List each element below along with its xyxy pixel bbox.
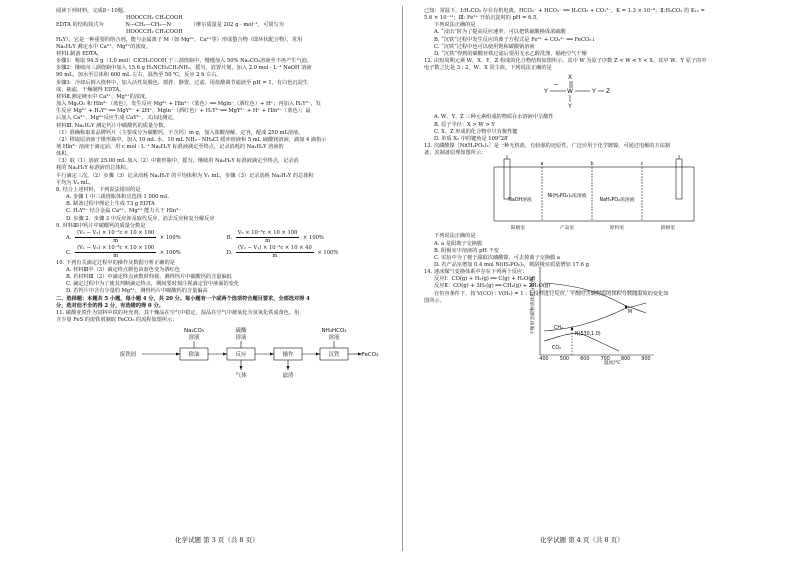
- output-label: FeCO₃: [361, 352, 379, 359]
- option-10d: D. 若钙片中含有少量的 Mg²⁺，测得钙片中碳酸钙的含量偏高: [66, 288, 208, 295]
- question-13: 13. 次磷酸镍［Ni(H₂PO₂)₂］是一种无机盐，有较强的还原性，广泛应用于化学镀镍，可通过电解的方法制: [424, 143, 671, 150]
- question-14-cont2: 图所示。: [424, 297, 445, 304]
- fraction: $\frac{\text{(V₂ − V₁) × 10⁻³c × 10 × 40}}{m}$: [237, 244, 312, 259]
- option-13a: A. a 是阳离子交换膜: [434, 240, 483, 247]
- option-13c: C. 实验中为了便于副取次磷酸镍，可去掉离子交换膜 a: [434, 254, 560, 261]
- paragraph-line: 剂 Hln³⁻ 溶液于滴定前，用 c mol · L⁻¹ Na₂H₂Y 标准液滴定至终点，记录消耗的 Na₂H₂Y 溶液的: [56, 143, 284, 150]
- options-9-row-2: [56, 245, 380, 260]
- paragraph-line: 体积。: [56, 151, 72, 158]
- x-axis-label: 温度/℃: [604, 360, 621, 366]
- x-ticks: [539, 356, 650, 362]
- option-12c: C. X、Z 形成的化合物中只有极性键: [434, 128, 518, 135]
- solution-mid: Ni(H₂PO₂)₂浓溶液: [547, 194, 587, 200]
- atom-y-left: Y: [544, 88, 548, 96]
- paragraph-line: （1）准确称取某品牌钙片（主要成分为碳酸钙，不含钙）m g，加入盐酸溶解，定容，配成 250 mL溶液。: [56, 129, 304, 136]
- solution-right: NaOH溶液: [508, 198, 532, 204]
- curve-1: [544, 283, 646, 313]
- x-tick-label: 700: [600, 356, 610, 362]
- y-axis-label: 平衡时含碳物质体积分数/%: [531, 275, 536, 335]
- label-ch4: CH₄: [554, 325, 563, 331]
- intro-text: 阅读下列材料，完成8～10题。: [56, 8, 129, 14]
- paragraph-line: 步骤1：称取 94.5 g（1.0 mol）ClCH₂COOH 于三颈烧瓶中，慢慢加入 50% Na₂CO₃溶液至不再产生气泡。: [56, 58, 313, 65]
- paragraph-line: 生反应 Mg²⁺ + H₂Y²⁻══ MgY²⁻ + 2H⁺，Mgln⁻（酒红色）+ H₂Y²⁻══ MgY²⁻ + H⁺ + Hln²⁻（蓝色）；最: [56, 108, 311, 115]
- option-9a: A. $\frac{\text{(V₂ − V₁) × 10⁻³c × 10 × 100}}{m}$ × 100%: [66, 229, 181, 244]
- point-m: [625, 306, 627, 308]
- atom-w: W: [567, 88, 573, 96]
- question-11-cont: 含少量 FeS 的废铁屑制取 FeCO₃ 的流程如图所示：: [56, 317, 178, 324]
- options-9-row-1: [56, 230, 380, 245]
- option-9b: B. $\frac{\text{V₂ × 10⁻³c × 10 × 100}}{m}$ × 100%: [226, 229, 324, 244]
- paragraph-line: H₄Y），它是一种重要的络合剂，能与金属离子 M（如 Mg²⁺、Ca²⁺等）形成螯合物（即环状配合物），常用: [56, 36, 303, 43]
- cathode: [676, 159, 682, 199]
- option-10c: C. 滴定过程中为了使其判断滴定终点，期间要时刻注视滴定管中液面的变化: [66, 281, 240, 288]
- paragraph-line: （3）取（1）溶液 25.00 mL 加入（2）中锥形瓶中，摇匀，继续用 Na₂H₂Y 标准液滴定至终点，记录消: [56, 158, 299, 165]
- known-info-cont: 5.6 × 10⁻¹¹；Ⅲ: Fe²⁺ 开始沉淀时的 pH = 6.5。: [424, 15, 542, 22]
- paragraph-line: （2）移取原溶液于锥形瓶中，加入 10 mL 水、10 mL NH₃ - NH₄Cl 缓冲溶液和 5 mL 硫酸镁溶液，滴加 4 滴指示: [56, 136, 327, 143]
- reagent-label-4: NH₄HCO₃: [321, 328, 347, 335]
- reagent-label-1b: 溶液: [188, 335, 200, 342]
- reaction-2: 反应Ⅱ：CO(g) + 3H₂(g) ══ CH₄(g) + 2H₂O(g): [434, 283, 551, 290]
- charge-sign: −: [553, 81, 559, 89]
- question-14: 14. 速冰煤气变换体系中存在下列两个反应：: [424, 269, 528, 276]
- paragraph-line: 平行滴定三次，（2）步骤（3）记录消耗 Na₂H₂Y 的平均体积为 V₁ mL，步骤（3）记录消耗 Na₂H₂Y 的总体积: [56, 172, 314, 179]
- input-label: 废铁屑: [119, 352, 137, 359]
- question-prompt: 下列说法正确的是: [434, 233, 476, 240]
- atom-y-right: Y: [592, 88, 596, 96]
- paragraph-line: 90 mL，加水至总体积 600 mL 左右，温热至 50 ℃，反应 2 h 左右。: [56, 72, 222, 79]
- label-co2: CO₂: [552, 345, 562, 351]
- step-label-1: 除油: [188, 352, 200, 359]
- reagent-label-2b: 溶液: [235, 335, 247, 342]
- paragraph-line: 平均为 V₂ mL。: [56, 179, 95, 186]
- x-tick-label: 600: [580, 356, 590, 362]
- chamber-raw: 原料室: [609, 226, 625, 232]
- step-label-4: 沉铁: [328, 352, 340, 359]
- atom-y-bottom: Y: [568, 103, 572, 111]
- step-label-3: 操作: [282, 352, 294, 359]
- atom-x: X: [567, 74, 573, 82]
- edta-structure-top: HOOCCH₂ CH₂COOH: [126, 15, 183, 22]
- reagent-label-2: 硫酸: [235, 328, 247, 335]
- option-8d: D. 步骤 2、步骤 3 中反应涉及取代反应，消去反应和复分解反应: [66, 215, 215, 222]
- option-10b: B. 若材料Ⅲ（2）中滴定终点读数时仰视，测得钙片中碳酸钙的含量偏低: [66, 274, 232, 281]
- option-12b: B. 原子半径：X > W > Y: [434, 121, 495, 128]
- question-12: 12. 由短周期元素 W、X、Y、Z 构成的化合物结构如图所示，其中 W 为原子序数 Z < W < Y < X，其中 W、Y 原子的中: [424, 58, 707, 65]
- page-divider: [402, 6, 403, 551]
- section-2-heading: 二、选择题：本题共 5 小题，每小题 4 分，共 20 分。每小题有一个或两个选项符合题目要求，全部选对得 4: [56, 295, 310, 302]
- paragraph-line: 步骤2：继续向三颈烧瓶中加入 15.6 g H₂NCH₂CH₂NH₂，摇匀，放置片刻，加入 2.0 mol · L⁻¹ NaOH 溶液: [56, 65, 312, 72]
- step-label-2: 反应: [235, 352, 247, 359]
- anode: [504, 159, 510, 199]
- reagent-label-4b: 溶液: [328, 335, 340, 342]
- reagent-label-1: Na₂CO₃: [183, 328, 205, 335]
- fraction: $\frac{\text{(V₂ − V₁) × 10⁻³c × 10 × 100}}{m}$: [77, 229, 155, 244]
- label-m: M: [628, 309, 633, 315]
- option-8a: A. 步骤 1 中三颈烧瓶体积宜选择 1 000 mL: [66, 194, 169, 201]
- material-2-heading: 材料Ⅱ.测定硬水中 Ca²⁺、Mg²⁺的浓度。: [56, 93, 151, 100]
- option-13d: D. 若产品室增加 0.4 mol Ni(H₂PO₂)₂，则阴极室质量增加 17.6 g: [434, 261, 589, 268]
- question-14-cont: 在恒容条件下，按 V(CO) : V(H₂) = 1 : 1 投料进行反应，平衡时含碳物质的体积分数随温度的变化如: [434, 290, 669, 297]
- option-12a: A. W、Y、Z 三种元素组成的物质在水溶液中呈酸性: [434, 114, 554, 121]
- process-flowchart: [76, 326, 379, 384]
- paragraph-line: Na₂H₂Y 测定水中 Ca²⁺、Mg²⁺的浓度。: [56, 43, 152, 50]
- section-2-heading-cont: 分，选对但不全的得 2 分，有选错的得 0 分。: [56, 302, 164, 309]
- chamber-cathode: 阴极室: [660, 226, 676, 232]
- question-9: 9. 材料Ⅲ中钙片中碳酸钙的质量分数是: [56, 222, 146, 229]
- cell-tank: [494, 167, 694, 221]
- material-1-heading: 材料Ⅰ.制备 EDTA。: [56, 50, 103, 57]
- material-3-heading: 材料Ⅲ. Na₂H₂Y 测定钙片中碳酸钙的质量分数。: [56, 122, 169, 129]
- x-tick-label: 900: [641, 356, 651, 362]
- left-page: [56, 8, 380, 384]
- electrolysis-cell-diagram: [424, 157, 754, 233]
- option-12d: D. 单质 X₂ 中的键角是 109°28′: [434, 135, 509, 142]
- option-11b: B. “沉铁”过程中发生反应的离子方程式是 Fe²⁺ + CO₃²⁻ ══ FeCO₃↓: [434, 36, 596, 43]
- chamber-anode: 阳极室: [510, 226, 526, 232]
- membrane-a-label: a: [540, 162, 544, 168]
- molecule-structure: [424, 72, 754, 114]
- x-tick-label: 500: [559, 356, 569, 362]
- question-13-cont: 备，其制备原理如图所示：: [424, 150, 487, 157]
- question-8: 8. 结合上述材料，下列说法错误的是: [56, 186, 141, 193]
- question-prompt: 下列说法正确的是: [434, 22, 476, 29]
- membrane-b-label: b: [590, 162, 594, 168]
- option-9d: D. $\frac{\text{(V₂ − V₁) × 10⁻³c × 10 × 40}}{m}$ × 100%: [226, 244, 339, 259]
- question-11: 11. 碳酸亚铁作为饲料中铁的补充剂，其干燥品在空气中稳定，湿品在空气中被氧化为氢氧化铁成黄色。用: [56, 309, 300, 316]
- solution-left: NaH₂PO₂浓溶液: [599, 198, 635, 204]
- option-11d: D. “沉铁”得到的碳酸亚铁过滤后要用无水乙醇洗涤，隔绝空气干燥: [434, 50, 587, 57]
- paragraph-line: 步骤3：冷却后倒入烧杯中，加入活性炭脱色，搅拌、静置、过滤，用盐酸调节滤液至 pH = 1，有白色沉淀生: [56, 79, 308, 86]
- edta-structure-middle: EDTA 的结构简式为 N—CH₂—CH₂—N （摩尔质量是 202 g · mol⁻¹，可简写为: [56, 22, 284, 29]
- fraction: $\frac{\text{V₂ × 10⁻³c × 10 × 100}}{m}$: [237, 229, 298, 244]
- paragraph-line: 加入 Mg₂O₂ 和 Hln³⁻（蓝色），发生反应 Mg²⁺ + Hln³⁻（蓝色）══ Mgln⁻（酒红色）+ H⁺；再加入 H₂Y²⁻，发: [56, 101, 321, 108]
- residue-label: 滤渣: [282, 373, 294, 380]
- option-10a: A. 材料Ⅲ中（3）滴定终点颜色由蓝色变为酒红色: [66, 267, 180, 273]
- question-10: 10. 下列有关滴定过程中的操作及数据分析正确的是: [56, 259, 175, 266]
- reaction-1: 反应Ⅰ：CO(g) + H₂(g) ══ C(g) + H₂O(g): [434, 276, 536, 283]
- atom-z: Z: [605, 88, 611, 96]
- fraction: $\frac{\text{(V₁ − V₂) × 10⁻³c × 10 × 100}}{m}$: [77, 244, 155, 259]
- point-n: [571, 328, 573, 330]
- known-info: 已知：常温下，Ⅰ:H₂CO₃ 存在有机电离，HCO₃⁻ + HCO₃⁻ ══ H₂CO₃ + CO₃²⁻，K = 1.3 × 10⁻⁴；Ⅱ:H₂CO₃ 的 K₁₂ =: [424, 8, 705, 14]
- option-9c: C. $\frac{\text{(V₁ − V₂) × 10⁻³c × 10 × 100}}{m}$ × 100%: [66, 244, 181, 259]
- option-8c: C. H₂Y²⁻ 结合金属 Ca²⁺、Mg²⁺ 能力大于 Hln³⁻: [66, 208, 181, 215]
- paragraph-line: 成，抽滤，干燥制得 EDTA。: [56, 86, 125, 93]
- membrane-c-label: c: [640, 162, 644, 168]
- paragraph-line: 耗的 Na₂H₂Y 标准液的总体积。: [56, 165, 131, 172]
- gas-label: 气体: [235, 373, 247, 380]
- page-footer-right: 化学试题 第 4 页（共 8 页）: [540, 536, 624, 544]
- x-tick-label: 800: [621, 356, 631, 362]
- paragraph-line: 后加入 Ca²⁺、Mg²⁺反应生成 CaY²⁻，又由此测定。: [56, 115, 178, 122]
- right-page: [424, 8, 754, 365]
- label-n: N(530,1.0): [575, 331, 601, 337]
- option-11a: A. “浸出”时为了提高反应速率，可以把铁硫酸换成浓硫酸: [434, 29, 566, 36]
- x-tick-label: 400: [539, 356, 549, 362]
- option-13b: B. 阴极室中溶液的 pH 不变: [434, 247, 499, 254]
- option-8b: B. 制备过程中理论上生成 73 g EDTA: [66, 201, 155, 208]
- chamber-product: 产品室: [559, 226, 575, 232]
- question-12-cont: 电子数之比是 3 : 2，W、X 同主族。下列说法正确的是: [424, 65, 552, 72]
- edta-structure-bottom: HOOCCH₂ CH₂COOH: [126, 29, 183, 36]
- option-11c: C. “沉铁”过程中也可以使用饱和碳酸钠溶液: [434, 43, 535, 50]
- page-footer-left: 化学试题 第 3 页（共 8 页）: [175, 536, 259, 544]
